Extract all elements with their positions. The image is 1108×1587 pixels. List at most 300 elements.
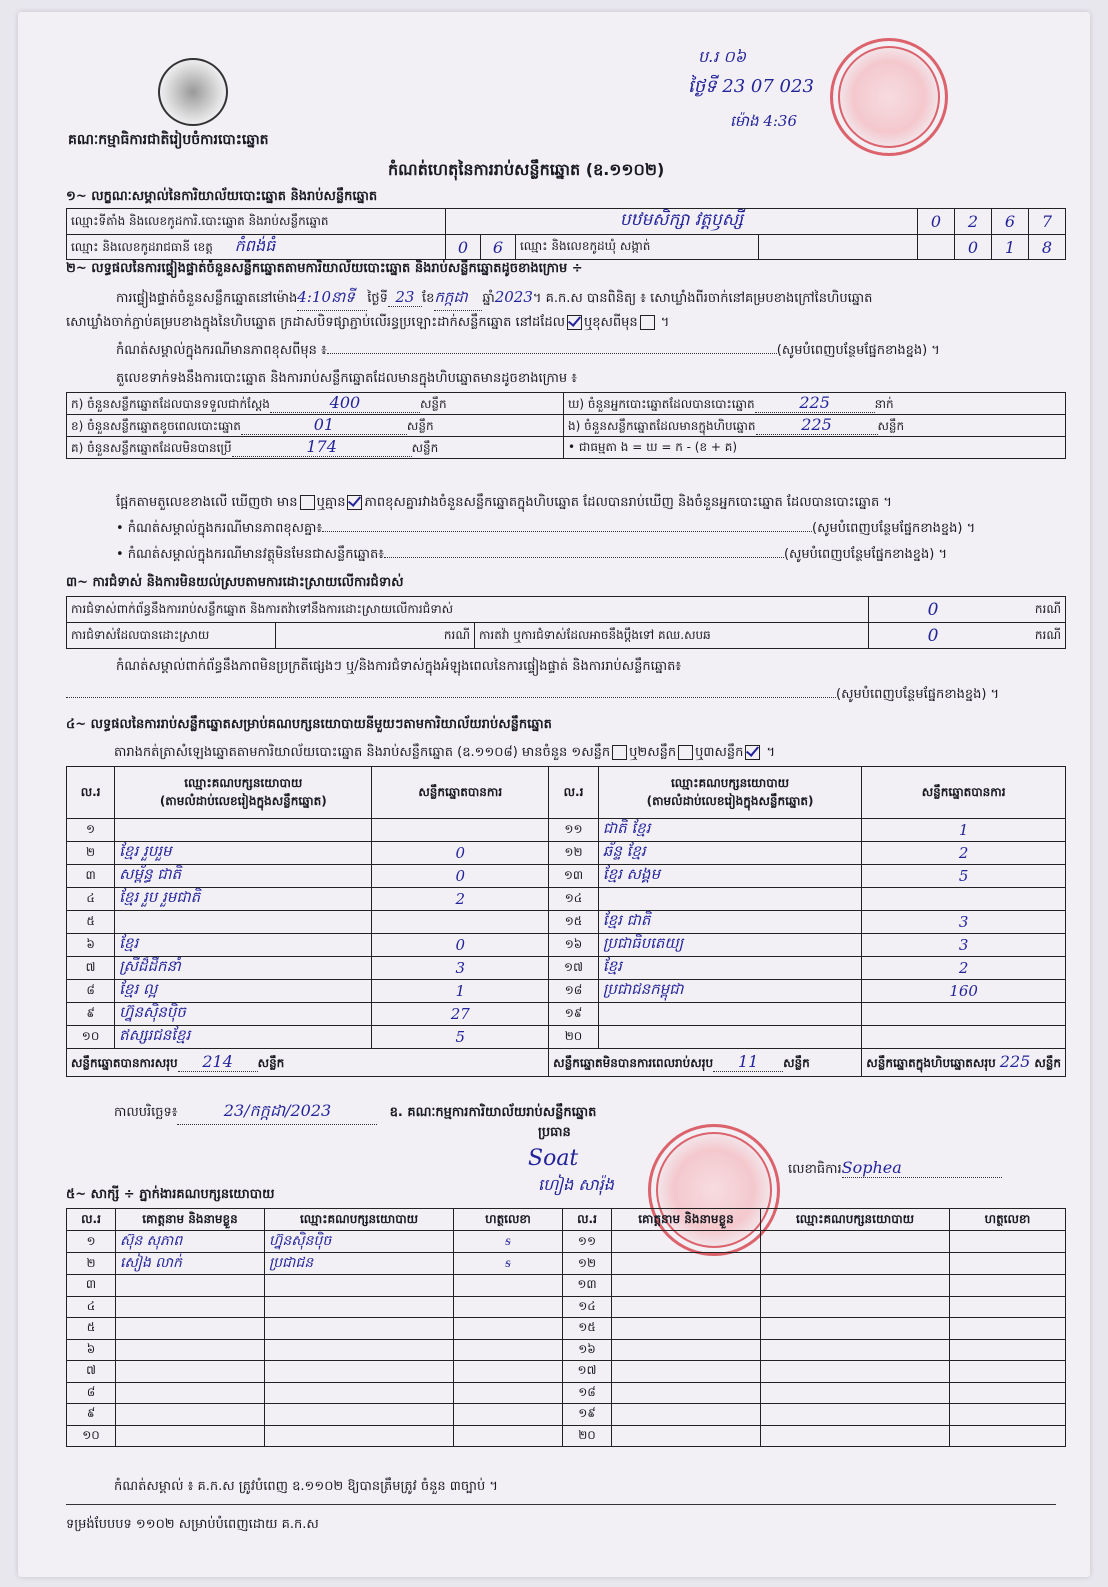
col-party-subtitle: (តាមលំដាប់លេខរៀងក្នុងសន្លឹកឆ្នោត) [159, 793, 327, 808]
party-name: សម្ព័ន្ធ ជាតិ [115, 865, 372, 888]
difference-line [116, 494, 892, 513]
witness-party [761, 1361, 950, 1383]
figure-d-cell [564, 393, 1066, 415]
figure-b-label: ខ) ចំនួនសន្លឹកឆ្នោតខូចពេលបោះឆ្នោត [71, 419, 241, 433]
party-name: ខ្មែរ រួបរួម [115, 842, 372, 865]
verification-year: 2023 [494, 288, 533, 306]
witness-no: ៧ [67, 1361, 116, 1383]
figure-c-value: 174 [232, 437, 412, 457]
objections-unit: ករណី [997, 597, 1066, 623]
verification-day: 23 [388, 288, 422, 307]
verification-line1 [116, 288, 872, 311]
foreign-object-bullet-line [116, 546, 1056, 565]
party-name: ខ្មែរ [598, 957, 861, 980]
witness-name: សៀង លាក់ [116, 1253, 265, 1275]
party-no: ១៧ [549, 957, 599, 980]
witness-no: ១៥ [563, 1318, 612, 1340]
witness-name [612, 1361, 761, 1383]
party-name [115, 819, 372, 842]
difference-note-field[interactable] [327, 353, 777, 354]
party-no: ១៥ [549, 911, 599, 934]
verification-time: 4:10នាទី [297, 288, 367, 311]
secretary-signature: Sophea [842, 1158, 1002, 1178]
resolved-value [276, 623, 475, 649]
witness-no: ៤ [67, 1296, 116, 1318]
commune-code-digit: 1 [992, 235, 1029, 260]
no-difference-checkbox[interactable] [347, 495, 362, 510]
objections-table [66, 596, 1066, 649]
party-name: ខ្មែរ សង្គម [598, 865, 861, 888]
verification-text: ថ្ងៃទី [367, 291, 388, 306]
party-name: ប្រជាធិបតេយ្យ [598, 934, 861, 957]
ballot-count-form [18, 12, 1090, 1577]
emblem-logo [158, 58, 228, 126]
witness-name [116, 1382, 265, 1404]
witness-party: ហ្វ៊ុនស៊ិនប៉ិច [265, 1231, 454, 1253]
difference-bullet-line [116, 520, 1056, 539]
irregularity-note-line [66, 686, 1056, 705]
footer-divider [66, 1504, 1056, 1505]
witness-col-no: ល.រ [563, 1209, 612, 1231]
witness-name [612, 1339, 761, 1361]
appeal-unit: ករណី [997, 623, 1066, 649]
witness-party [761, 1296, 950, 1318]
col-party-title: ឈ្មោះគណបក្សនយោបាយ [184, 775, 303, 790]
witness-party [265, 1361, 454, 1383]
has-difference-checkbox[interactable] [300, 495, 315, 510]
section2-heading: ២~ លទ្ធផលនៃការផ្ទៀងផ្ទាត់ចំនួនសន្លឹកឆ្នោតតាមការិយាល័យបោះឆ្នោត និងរាប់សន្លឹកឆ្នោតដូចខាងក្រោម ÷ [66, 261, 583, 276]
figures-intro: តួលេខទាក់ទងនឹងការបោះឆ្នោត និងការរាប់សន្លឹកឆ្នោតដែលមានក្នុងហិបឆ្នោតមានដូចខាងក្រោម ៖ [116, 371, 577, 386]
party-no: ៧ [67, 957, 115, 980]
witness-party [761, 1382, 950, 1404]
figure-a-cell [67, 393, 564, 415]
verification-text: ខែ [421, 291, 435, 306]
org-name: គណៈកម្មាធិការជាតិរៀបចំការបោះឆ្នោត [68, 132, 269, 148]
witness-signature [454, 1404, 563, 1426]
secretary-line [788, 1158, 1002, 1180]
total-unit: សន្លឹក [783, 1056, 810, 1070]
commune-label: ឈ្មោះ និងលេខកូដឃុំ សង្កាត់ [516, 235, 759, 260]
commune-code-blank [918, 235, 955, 260]
party-votes: 3 [372, 957, 549, 980]
witness-table [66, 1208, 1066, 1447]
verification-line2: សោឃ្លាំងចាក់ភ្ជាប់គម្របខាងក្នុងនៃហិបឆ្នោត ក្រដាសបិទផ្សាភ្ជាប់លើរន្ធប្រឡោះដាក់សន្លឹកឆ្នោត នៅដដែល ឬខុសពីមុន ។ [66, 315, 670, 330]
witness-name [612, 1425, 761, 1447]
witness-signature [454, 1361, 563, 1383]
difference-text: ផ្អែកតាមតួលេខខាងលើ ឃើញថា មាន [116, 495, 298, 510]
total-unit: សន្លឹក [257, 1056, 285, 1070]
figure-c-cell [67, 437, 564, 459]
party-votes: 160 [862, 980, 1066, 1003]
valid-total-value: 214 [178, 1052, 258, 1072]
witness-signature [454, 1425, 563, 1447]
table-row [67, 865, 1066, 888]
difference-text: ភាពខុសគ្នារវាងចំនួនសន្លឹកឆ្នោតក្នុងហិបឆ្នោត ដែលបានរាប់ឃើញ និងចំនួនអ្នកបោះឆ្នោត ដែលបានបោះឆ្នោត ។ [364, 495, 892, 510]
figure-d-label: ឃ) ចំនួនអ្នកបោះឆ្នោតដែលបានបោះឆ្នោត [568, 397, 755, 411]
witness-signature [950, 1404, 1066, 1426]
table-row [67, 1361, 1066, 1383]
witness-party [265, 1318, 454, 1340]
witness-no: ២ [67, 1253, 116, 1275]
table-row [67, 980, 1066, 1003]
witness-signature [454, 1296, 563, 1318]
witness-party [265, 1339, 454, 1361]
location-code-digit: 6 [992, 209, 1029, 235]
party-name: ខ្មែរ [115, 934, 372, 957]
witness-name [612, 1404, 761, 1426]
witness-no: ១១ [563, 1231, 612, 1253]
difference-note-label: កំណត់សម្គាល់ក្នុងករណីមានភាពខុសពីមុន ៖ [116, 343, 327, 358]
figure-unit: សន្លឹក [411, 441, 439, 455]
table-row [67, 1404, 1066, 1426]
foreign-object-field[interactable] [384, 557, 784, 558]
witness-signature [950, 1361, 1066, 1383]
witness-name [612, 1253, 761, 1275]
witness-no: ១៤ [563, 1296, 612, 1318]
party-votes: 2 [862, 957, 1066, 980]
foreign-object-label: • កំណត់សម្គាល់ក្នុងករណីមានវត្ថុមិនមែនជាសន្លឹកឆ្នោត៖ [116, 547, 384, 562]
box-total-label: សន្លឹកឆ្នោតក្នុងហិបឆ្នោតសរុប [866, 1056, 996, 1070]
party-name: ខ្មែរ ជាតិ [598, 911, 861, 934]
witness-signature [950, 1253, 1066, 1275]
party-votes: 0 [372, 865, 549, 888]
figure-e-value: 225 [756, 415, 878, 435]
party-votes [372, 819, 549, 842]
party-name [598, 1026, 861, 1049]
witness-signature [950, 1339, 1066, 1361]
party-votes: 0 [372, 842, 549, 865]
table-row [67, 911, 1066, 934]
changed-checkbox[interactable] [640, 315, 655, 330]
figure-unit: នាក់ [874, 397, 894, 411]
table-row [67, 1339, 1066, 1361]
witness-party [761, 1318, 950, 1340]
verification-text: សោឃ្លាំងចាក់ភ្ជាប់គម្របខាងក្នុងនៃហិបឆ្នោត ក្រដាសបិទផ្សាភ្ជាប់លើរន្ធប្រឡោះដាក់សន្លឹកឆ្នោត នៅដដែល [66, 315, 566, 330]
fill-hint: (សូមបំពេញបន្ថែមផ្នែកខាងខ្នង) ។ [836, 687, 1000, 702]
fill-hint: (សូមបំពេញបន្ថែមផ្នែកខាងខ្នង) ។ [812, 521, 976, 536]
table-row [67, 957, 1066, 980]
figure-unit: សន្លឹក [877, 419, 905, 433]
witness-col-sign: ហត្ថលេខា [454, 1209, 563, 1231]
witness-no: ៨ [67, 1382, 116, 1404]
table-row [67, 888, 1066, 911]
witness-party [761, 1404, 950, 1426]
box-total-cell [862, 1049, 1066, 1077]
witness-no: ៣ [67, 1275, 116, 1297]
col-party-title: ឈ្មោះគណបក្សនយោបាយ [670, 775, 790, 790]
witness-col-party: ឈ្មោះគណបក្សនយោបាយ [265, 1209, 454, 1231]
witness-no: ១៨ [563, 1382, 612, 1404]
invalid-total-label: សន្លឹកឆ្នោតមិនបានការពេលរាប់សរុប [553, 1056, 714, 1070]
figure-b-cell [67, 415, 564, 437]
witness-col-party: ឈ្មោះគណបក្សនយោបាយ [761, 1209, 950, 1231]
witness-no: ៥ [67, 1318, 116, 1340]
province-value: កំពង់ធំ [234, 236, 276, 255]
party-no: ៤ [67, 888, 115, 911]
handwritten-receipt-line2: ថ្ងៃទី 23 07 023 [688, 76, 814, 97]
witness-party [265, 1404, 454, 1426]
witness-signature [950, 1231, 1066, 1253]
verification-text: ។ គ.ក.ស បានពិនិត្យ ៖ សោឃ្លាំងពីរចាក់នៅគម្របខាងក្រៅនៃហិបឆ្នោត [532, 291, 873, 306]
table-row [67, 1231, 1066, 1253]
party-votes: 5 [862, 865, 1066, 888]
footnote: កំណត់សម្គាល់ ៖ គ.ក.ស ត្រូវបំពេញ ឧ.១១០២ ឱ្យបានត្រឹមត្រូវ ចំនួន ៣ច្បាប់ ។ [114, 1479, 498, 1494]
objections-value: 0 [869, 597, 998, 623]
party-name: ហ្វ៊ុនស៊ិនប៉ិច [115, 1003, 372, 1026]
figure-e-label: ង) ចំនួនសន្លឹកឆ្នោតដែលមានក្នុងហិបឆ្នោត [568, 419, 756, 433]
party-name: ប្រជាជនកម្ពុជា [598, 980, 861, 1003]
commune-code-digit: 0 [955, 235, 992, 260]
witness-signature [454, 1318, 563, 1340]
handwritten-receipt-line1: ប.រ ០៦ [698, 47, 747, 66]
difference-bullet-field[interactable] [322, 531, 812, 532]
valid-total-label: សន្លឹកឆ្នោតបានការសរុប [71, 1056, 178, 1070]
witness-name [116, 1404, 265, 1426]
section1-heading: ១~ លក្ខណៈសម្គាល់នៃការិយាល័យបោះឆ្នោត និងរាប់សន្លឹកឆ្នោត [66, 189, 378, 204]
witness-party [761, 1231, 950, 1253]
table-row [67, 934, 1066, 957]
col-no-header: ល.រ [67, 767, 115, 819]
witness-no: ១២ [563, 1253, 612, 1275]
invalid-total-cell [549, 1049, 862, 1077]
party-no: ២០ [549, 1026, 599, 1049]
col-party-header [598, 767, 861, 819]
location-code-digit: 0 [918, 209, 955, 235]
table-row [67, 819, 1066, 842]
party-no: ៣ [67, 865, 115, 888]
witness-party [265, 1425, 454, 1447]
table-row [67, 842, 1066, 865]
witness-name [116, 1318, 265, 1340]
table-row [67, 1026, 1066, 1049]
fill-hint: (សូមបំពេញបន្ថែមផ្នែកខាងខ្នង) ។ [783, 547, 948, 562]
fill-hint: (សូមបំពេញបន្ថែមផ្នែកខាងខ្នង) ។ [776, 343, 940, 358]
witness-signature [454, 1339, 563, 1361]
party-no: ១៤ [549, 888, 599, 911]
section5-heading: ៥~ សាក្សី ÷ ភ្នាក់ងារគណបក្សនយោបាយ [66, 1187, 275, 1202]
party-no: ៦ [67, 934, 115, 957]
difference-bullet-label: • កំណត់សម្គាល់ក្នុងករណីមានភាពខុសគ្នា៖ [116, 521, 323, 536]
verification-month: កក្កដា [434, 288, 482, 311]
col-votes-header: សន្លឹកឆ្នោតបានការ [372, 767, 549, 819]
sheets-count-text: តារាងកត់ត្រាសំឡេងឆ្នោតតាមការិយាល័យបោះឆ្នោត និងរាប់សន្លឹកឆ្នោត (ឧ.១១០៨) មានចំនួន ១សន្លឹក [114, 745, 611, 760]
section1-table [66, 208, 1066, 260]
formula-cell: • ជាធម្មតា ង = ឃ = ក - (ខ + គ) [564, 437, 1066, 459]
resolved-label: ការជំទាស់ដែលបានដោះស្រាយ [67, 623, 276, 649]
location-value: បឋមសិក្សា វត្តឫស្សី [446, 209, 918, 235]
party-results-table [66, 766, 1066, 1077]
witness-party [265, 1275, 454, 1297]
witness-signature [950, 1318, 1066, 1340]
col-no-header: ល.រ [549, 767, 599, 819]
difference-note-line [116, 342, 1056, 361]
party-no: ១៣ [549, 865, 599, 888]
witness-col-sign: ហត្ថលេខា [950, 1209, 1066, 1231]
figure-d-value: 225 [755, 393, 875, 413]
party-no: ១៩ [549, 1003, 599, 1026]
witness-party [265, 1296, 454, 1318]
party-votes [862, 1003, 1066, 1026]
party-no: ១៨ [549, 980, 599, 1003]
party-no: ១៦ [549, 934, 599, 957]
party-name: ជាតិ ខ្មែរ [598, 819, 861, 842]
witness-party: ប្រជាជន [265, 1253, 454, 1275]
sheets-count-line: តារាងកត់ត្រាសំឡេងឆ្នោតតាមការិយាល័យបោះឆ្នោត និងរាប់សន្លឹកឆ្នោត (ឧ.១១០៨) មានចំនួន ១សន្លឹក ឬ២សន្លឹក ឬ៣សន្លឹក ។ [114, 745, 776, 760]
party-no: ១០ [67, 1026, 115, 1049]
party-votes [862, 1026, 1066, 1049]
witness-signature [950, 1275, 1066, 1297]
figure-b-value: 01 [241, 415, 407, 435]
witness-name [116, 1361, 265, 1383]
date-line [114, 1100, 596, 1125]
figure-a-label: ក) ចំនួនសន្លឹកឆ្នោតដែលបានទទួលជាក់ស្តែង [71, 397, 270, 411]
section4-heading: ៤~ លទ្ធផលនៃការរាប់សន្លឹកឆ្នោតសម្រាប់គណបក្សនយោបាយនីមួយៗតាមការិយាល័យរាប់សន្លឹកឆ្នោត [66, 717, 552, 732]
location-code-digit: 2 [955, 209, 992, 235]
two-sheets-checkbox[interactable] [678, 745, 693, 760]
one-sheet-checkbox[interactable] [612, 745, 627, 760]
party-name: ឥស្សរជនខ្មែរ [115, 1026, 372, 1049]
table-row [67, 1253, 1066, 1275]
appeal-label: ការតវ៉ា ឬការជំទាស់ដែលអាចនឹងប្តឹងទៅ គឈ.សបឆ [475, 623, 869, 649]
witness-signature [950, 1382, 1066, 1404]
difference-text: ឬគ្មាន [316, 495, 346, 510]
witness-name [612, 1318, 761, 1340]
committee-label: ឧ. គណៈកម្មការការិយាល័យរាប់សន្លឹកឆ្នោត [389, 1105, 597, 1120]
party-name: ឆ័ន្ទ ខ្មែរ [598, 842, 861, 865]
party-no: ៨ [67, 980, 115, 1003]
appeal-value: 0 [869, 623, 998, 649]
witness-signature [454, 1382, 563, 1404]
party-votes: 1 [862, 819, 1066, 842]
date-value: 23/កក្កដា/2023 [177, 1100, 377, 1125]
chair-signature: Soat [528, 1146, 579, 1171]
party-votes: 3 [862, 911, 1066, 934]
party-votes [862, 888, 1066, 911]
party-name: ខ្មែរ ល្អ [115, 980, 372, 1003]
witness-name [612, 1296, 761, 1318]
figure-e-cell [564, 415, 1066, 437]
party-no: ១១ [549, 819, 599, 842]
province-code-digit: 0 [446, 235, 481, 260]
witness-name [612, 1275, 761, 1297]
verification-text: ឆ្នាំ [482, 291, 495, 306]
party-no: ៥ [67, 911, 115, 934]
witness-party [761, 1339, 950, 1361]
figure-unit: សន្លឹក [419, 397, 447, 411]
witness-no: ១៦ [563, 1339, 612, 1361]
witness-no: ១៣ [563, 1275, 612, 1297]
witness-signature [950, 1296, 1066, 1318]
figure-c-label: គ) ចំនួនសន្លឹកឆ្នោតដែលមិនបានប្រើ [71, 441, 232, 455]
province-code-digit: 6 [481, 235, 516, 260]
witness-no: ១ [67, 1231, 116, 1253]
section3-heading: ៣~ ការជំទាស់ និងការមិនយល់ស្របតាមការដោះស្រាយលើការជំទាស់ [66, 575, 404, 590]
figures-table [66, 392, 1066, 459]
figure-a-value: 400 [270, 393, 420, 413]
witness-name [612, 1231, 761, 1253]
witness-no: ១០ [67, 1425, 116, 1447]
witness-col-no: ល.រ [67, 1209, 116, 1231]
party-votes: 1 [372, 980, 549, 1003]
form-note: ទម្រង់បែបបទ ១១០២ សម្រាប់បំពេញដោយ គ.ក.ស [66, 1517, 319, 1532]
party-votes: 2 [372, 888, 549, 911]
commune-code-digit: 8 [1029, 235, 1066, 260]
party-votes: 27 [372, 1003, 549, 1026]
col-votes-header: សន្លឹកឆ្នោតបានការ [862, 767, 1066, 819]
party-no: ១ [67, 819, 115, 842]
commune-value [759, 235, 918, 260]
irregularity-note: កំណត់សម្គាល់ពាក់ព័ន្ធនឹងភាពមិនប្រក្រតីផ្សេងៗ ឬ/និងការជំទាស់ក្នុងអំឡុងពេលនៃការផ្ទៀងផ្ទាត់ និងការរាប់សន្លឹកឆ្នោត៖ [116, 659, 682, 674]
witness-col-name: គោត្តនាម និងនាមខ្លួន [116, 1209, 265, 1231]
party-name [115, 911, 372, 934]
party-votes: 5 [372, 1026, 549, 1049]
party-no: ២ [67, 842, 115, 865]
secretary-label: លេខាធិការ [788, 1162, 842, 1177]
witness-no: ៩ [67, 1404, 116, 1426]
location-code-digit: 7 [1029, 209, 1066, 235]
witness-no: ១៩ [563, 1404, 612, 1426]
chair-name: ហៀង សារ៉ុង [538, 1175, 614, 1194]
witness-party [761, 1275, 950, 1297]
party-no: ៩ [67, 1003, 115, 1026]
irregularity-note-field[interactable] [66, 697, 836, 698]
party-votes [372, 911, 549, 934]
handwritten-receipt-line3: ម៉ោង 4:36 [730, 112, 798, 130]
verification-text: ការផ្ទៀងផ្ទាត់ចំនួនសន្លឹកឆ្នោតនៅម៉ោង [116, 291, 298, 306]
province-label [67, 235, 446, 260]
chair-label: ប្រធាន [538, 1125, 571, 1140]
col-party-subtitle: (តាមលំដាប់លេខរៀងក្នុងសន្លឹកឆ្នោត) [646, 793, 814, 808]
valid-total-cell [67, 1049, 549, 1077]
witness-signature: ᵴ [454, 1231, 563, 1253]
unchanged-checkbox[interactable] [567, 315, 582, 330]
location-label: ឈ្មោះទីតាំង និងលេខកូដការិ.បោះឆ្នោត និងរាប់សន្លឹកឆ្នោត [67, 209, 446, 235]
table-row [67, 1318, 1066, 1340]
party-name: ស្រីដ៏ដឹកនាំ [115, 957, 372, 980]
party-votes: 2 [862, 842, 1066, 865]
form-title: កំណត់ហេតុនៃការរាប់សន្លឹកឆ្នោត (ឧ.១១០២) [388, 160, 665, 179]
witness-signature: ᵴ [454, 1253, 563, 1275]
witness-no: ៦ [67, 1339, 116, 1361]
witness-signature [950, 1425, 1066, 1447]
witness-party [265, 1382, 454, 1404]
witness-signature [454, 1275, 563, 1297]
party-name [598, 888, 861, 911]
figure-unit: សន្លឹក [406, 419, 434, 433]
total-unit: សន្លឹក [1034, 1056, 1061, 1070]
sheets-count-text: ឬ៣សន្លឹក [695, 745, 744, 760]
objections-label: ការជំទាស់ពាក់ព័ន្ធនឹងការរាប់សន្លឹកឆ្នោត និងការតវ៉ាទៅនឹងការដោះស្រាយលើការជំទាស់ [67, 597, 869, 623]
witness-name [116, 1296, 265, 1318]
resolved-unit: ករណី [443, 627, 470, 642]
invalid-total-value: 11 [713, 1052, 783, 1072]
witness-col-name: គោត្តនាម និងនាមខ្លួន [612, 1209, 761, 1231]
witness-name [116, 1339, 265, 1361]
province-label-text: ឈ្មោះ និងលេខកូដរាជធានី ខេត្ត [71, 240, 213, 254]
table-row [67, 1382, 1066, 1404]
col-party-header [115, 767, 372, 819]
party-votes: 3 [862, 934, 1066, 957]
sheets-count-text: ឬ២សន្លឹក [629, 745, 677, 760]
three-sheets-checkbox[interactable] [745, 745, 760, 760]
table-row [67, 1296, 1066, 1318]
witness-name [116, 1425, 265, 1447]
party-name [598, 1003, 861, 1026]
party-name: ខ្មែរ រួប រួមជាតិ [115, 888, 372, 911]
party-votes: 0 [372, 934, 549, 957]
witness-name [116, 1275, 265, 1297]
witness-no: ១៧ [563, 1361, 612, 1383]
